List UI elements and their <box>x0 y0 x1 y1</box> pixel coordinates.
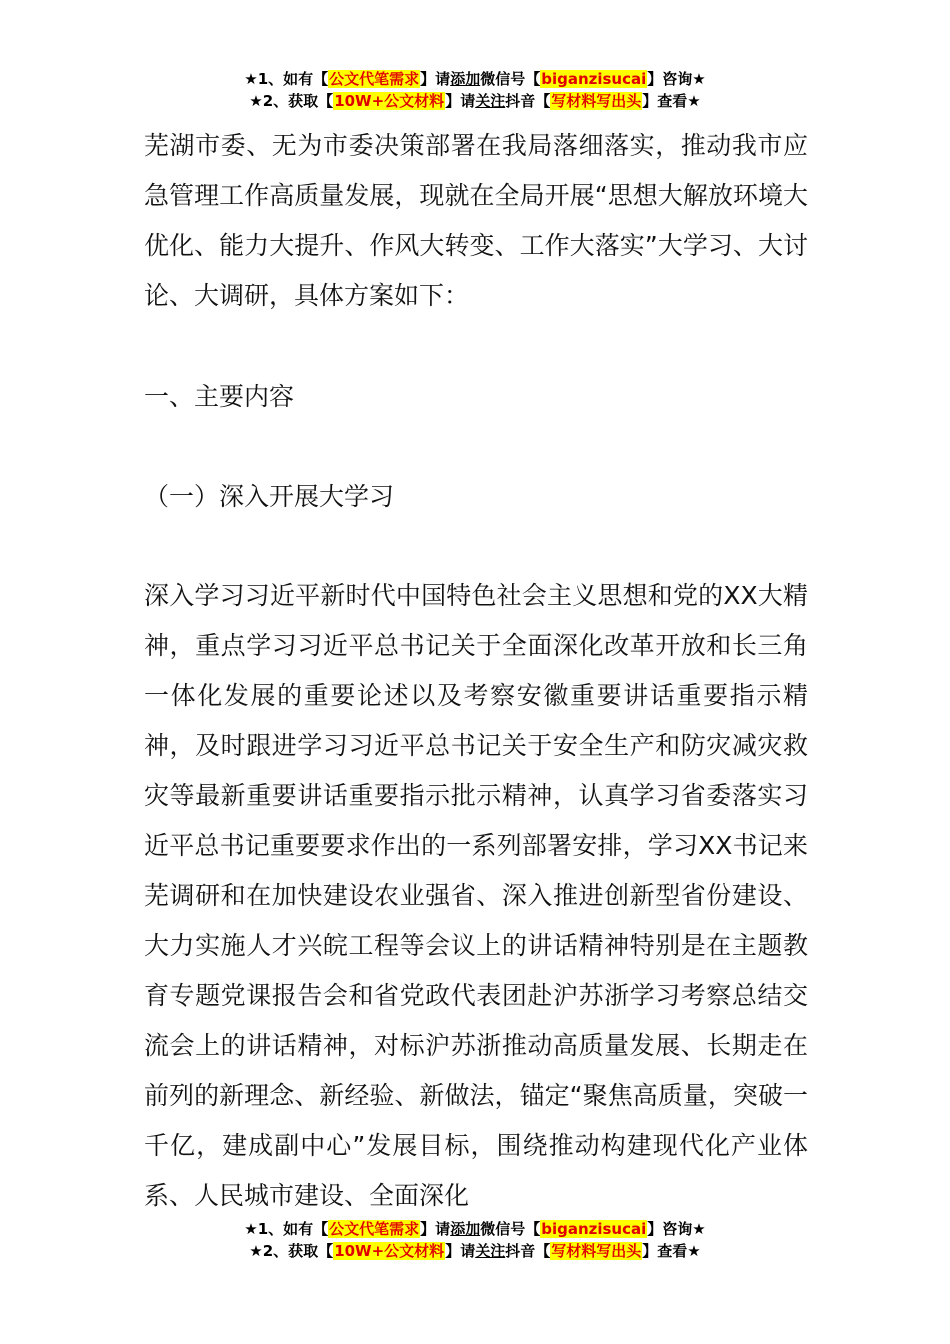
banner-highlight: 10W+公文材料 <box>334 1242 445 1260</box>
banner-text: 】咨询★ <box>647 70 706 88</box>
banner-highlight: 公文代笔需求 <box>329 70 420 88</box>
banner-text: ★2、获取【 <box>249 1242 334 1260</box>
banner-text: 】查看★ <box>642 1242 701 1260</box>
banner-text: 】咨询★ <box>647 1220 706 1238</box>
banner-text: 】请 <box>445 1242 476 1260</box>
banner-underlined-text: 添加 <box>450 70 481 88</box>
section-heading: 一、主要内容 <box>144 382 295 411</box>
banner-highlight: 10W+公文材料 <box>334 92 445 110</box>
banner-text: 】请 <box>420 1220 451 1238</box>
subsection-heading-block <box>144 472 808 522</box>
banner-text: ★2、获取【 <box>249 92 334 110</box>
subsection-body-block <box>144 571 808 1221</box>
banner-text: 】请 <box>445 92 476 110</box>
banner-text: 】请 <box>420 70 451 88</box>
banner-highlight-douyin-name: 写材料写出头 <box>551 1242 642 1260</box>
banner-text: 抖音【 <box>505 92 551 110</box>
banner-highlight-douyin-name: 写材料写出头 <box>551 92 642 110</box>
subsection-heading: （一）深入开展大学习 <box>144 482 395 511</box>
banner-highlight-wechat-id: biganzisucai <box>541 70 647 88</box>
intro-paragraph: 芜湖市委、无为市委决策部署在我局落细落实，推动我市应急管理工作高质量发展，现就在全局开展“思想大解放环境大优化、能力大提升、作风大转变、工作大落实”大学习、大讨论、大调研，具体方案如下： <box>144 131 808 310</box>
banner-line-1 <box>0 1218 950 1240</box>
banner-highlight-wechat-id: biganzisucai <box>541 1220 647 1238</box>
banner-text: 】查看★ <box>642 92 701 110</box>
banner-underlined-text: 关注 <box>475 1242 506 1260</box>
subsection-body-paragraph: 深入学习习近平新时代中国特色社会主义思想和党的XX大精神，重点学习习近平总书记关于全面深化改革开放和长三角一体化发展的重要论述以及考察安徽重要讲话重要指示精神，及时跟进学习习近平总书记关于安全生产和防灾减灾救灾等最新重要讲话重要指示批示精神，认真学习省委落实习近平总书记重要要求作出的一系列部署安排，学习XX书记来芜调研和在加快建设农业强省、深入推进创新型省份建设、大力实施人才兴皖工程等会议上的讲话精神特别是在主题教育专题党课报告会和省党政代表团赴沪苏浙学习考察总结交流会上的讲话精神，对标沪苏浙推动高质量发展、长期走在前列的新理念、新经验、新做法，锚定“聚焦高质量，突破一千亿，建成副中心”发展目标，围绕推动构建现代化产业体系、人民城市建设、全面深化 <box>144 581 808 1210</box>
header-banner <box>0 68 950 112</box>
banner-underlined-text: 关注 <box>475 92 506 110</box>
banner-text: 微信号【 <box>480 1220 541 1238</box>
banner-text: 抖音【 <box>505 1242 551 1260</box>
banner-line-1 <box>0 68 950 90</box>
footer-banner <box>0 1218 950 1262</box>
banner-line-2 <box>0 1240 950 1262</box>
banner-text: ★1、如有【 <box>244 1220 329 1238</box>
banner-text: 微信号【 <box>480 70 541 88</box>
banner-text: ★1、如有【 <box>244 70 329 88</box>
banner-highlight: 公文代笔需求 <box>329 1220 420 1238</box>
intro-paragraph-block <box>144 121 808 321</box>
section-heading-block <box>144 372 808 422</box>
banner-underlined-text: 添加 <box>450 1220 481 1238</box>
banner-line-2 <box>0 90 950 112</box>
